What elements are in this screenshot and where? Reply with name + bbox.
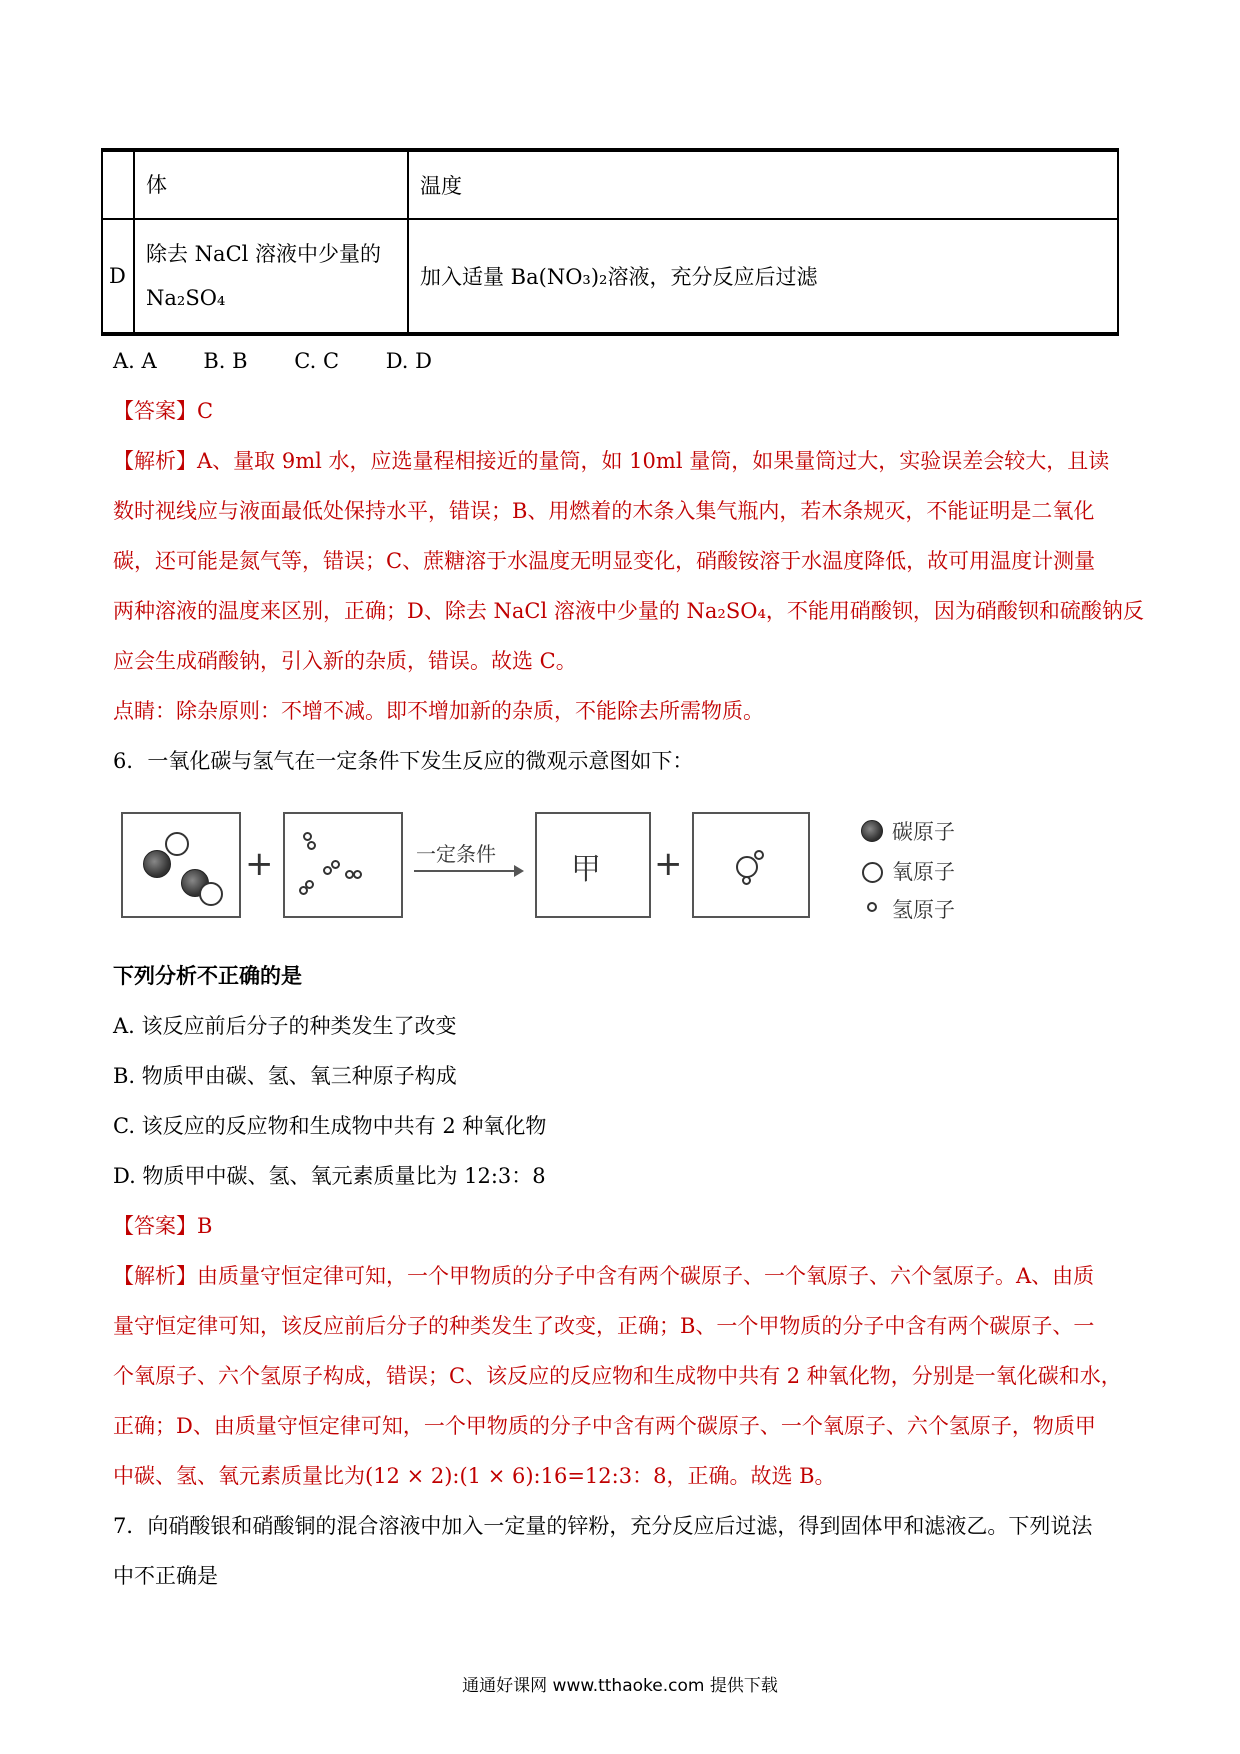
oxygen-atom <box>199 882 223 906</box>
q7-stem-line: 中不正确是 <box>113 1564 218 1588</box>
options-table <box>101 148 1119 336</box>
q5-analysis-line: 数时视线应与液面最低处保持水平，错误；B、用燃着的木条入集气瓶内，若木条规灭，不能证明是二氧化 <box>113 499 1095 523</box>
q5-analysis-line: 两种溶液的温度来区别，正确；D、除去 NaCl 溶液中少量的 Na₂SO₄，不能用硝酸钡，因为硝酸钡和硫酸钠反 <box>113 599 1144 623</box>
legend-label: 氢原子 <box>892 898 955 922</box>
q6-option: A. 该反应前后分子的种类发生了改变 <box>113 1014 457 1038</box>
hydrogen-atom <box>323 866 332 875</box>
hydrogen-atom <box>307 841 316 850</box>
q6-analysis-line: 量守恒定律可知，该反应前后分子的种类发生了改变，正确；B、一个甲物质的分子中含有两个碳原子、一 <box>113 1314 1095 1338</box>
product-label: 甲 <box>571 852 601 887</box>
row-item: 体 <box>134 150 408 219</box>
row-method: 温度 <box>408 150 1118 219</box>
q6-stem: 6．一氧化碳与氢气在一定条件下发生反应的微观示意图如下： <box>113 749 694 773</box>
q6-analysis-line: 个氧原子、六个氢原子构成，错误；C、该反应的反应物和生成物中共有 2 种氧化物，分别是一氧化碳和水， <box>113 1364 1122 1388</box>
carbon-atom <box>143 850 171 878</box>
choice: C. C <box>294 349 340 373</box>
reactant-co-box <box>121 812 241 918</box>
page-footer: 通通好课网 www.tthaoke.com 提供下载 <box>462 1676 778 1696</box>
plus-sign: + <box>654 844 683 884</box>
q5-analysis-line: 【解析】A、量取 9ml 水，应选量程相接近的量筒，如 10ml 量筒，如果量筒过大，实验误差会较大，且读 <box>113 449 1110 473</box>
q5-choices <box>113 347 472 375</box>
reaction-condition: 一定条件 <box>416 842 496 866</box>
q6-analysis-line: 【解析】由质量守恒定律可知，一个甲物质的分子中含有两个碳原子、一个氧原子、六个氢原子。A、由质 <box>113 1264 1095 1288</box>
hydrogen-atom <box>754 850 764 860</box>
table-row <box>102 150 1118 219</box>
legend-label: 碳原子 <box>892 820 955 844</box>
arrow-head-icon <box>514 865 524 877</box>
q6-option: B. 物质甲由碳、氢、氧三种原子构成 <box>113 1064 457 1088</box>
q6-question: 下列分析不正确的是 <box>113 963 302 988</box>
product-jia-box <box>535 812 651 918</box>
row-method: 加入适量 Ba(NO₃)₂溶液，充分反应后过滤 <box>408 219 1118 334</box>
q6-option: C. 该反应的反应物和生成物中共有 2 种氧化物 <box>113 1114 547 1138</box>
row-letter: D <box>102 219 134 334</box>
choice: D. D <box>385 349 432 373</box>
q6-option: D. 物质甲中碳、氢、氧元素质量比为 12:3：8 <box>113 1164 546 1188</box>
hydrogen-atom <box>331 860 340 869</box>
arrow-line <box>414 870 518 872</box>
row-item-line: Na₂SO₄ <box>146 286 226 310</box>
row-item-line: 除去 NaCl 溶液中少量的 <box>146 242 382 266</box>
q5-analysis-line: 应会生成硝酸钠，引入新的杂质，错误。故选 C。 <box>113 649 577 673</box>
q5-analysis-line: 碳，还可能是氮气等，错误；C、蔗糖溶于水温度无明显变化，硝酸铵溶于水温度降低，故可用温度计测量 <box>113 549 1096 573</box>
q6-analysis-line: 正确；D、由质量守恒定律可知，一个甲物质的分子中含有两个碳原子、一个氧原子、六个氢原子，物质甲 <box>113 1414 1096 1438</box>
hydrogen-atom <box>303 832 312 841</box>
reaction-diagram <box>118 810 978 930</box>
row-item <box>134 219 408 334</box>
q5-answer: 【答案】C <box>113 399 214 423</box>
q5-tip: 点睛：除杂原则：不增不减。即不增加新的杂质，不能除去所需物质。 <box>113 699 764 723</box>
hydrogen-atom <box>305 880 314 889</box>
choice: A. A <box>113 349 157 373</box>
carbon-legend-icon <box>861 820 883 842</box>
q7-stem-line: 7．向硝酸银和硝酸铜的混合溶液中加入一定量的锌粉，充分反应后过滤，得到固体甲和滤液乙。下列说法 <box>113 1514 1093 1538</box>
hydrogen-atom <box>353 870 362 879</box>
row-letter <box>102 150 134 219</box>
reactant-h2-box <box>283 812 403 918</box>
oxygen-legend-icon <box>862 862 883 883</box>
legend-label: 氧原子 <box>892 860 955 884</box>
hydrogen-atom <box>742 876 751 885</box>
choice: B. B <box>203 349 248 373</box>
product-water-box <box>692 812 810 918</box>
hydrogen-legend-icon <box>867 902 877 912</box>
plus-sign: + <box>245 844 274 884</box>
q6-analysis-line: 中碳、氢、氧元素质量比为(12 × 2):(1 × 6):16=12:3：8，正确。故选 B。 <box>113 1464 836 1488</box>
oxygen-atom <box>165 832 189 856</box>
q6-answer: 【答案】B <box>113 1214 213 1238</box>
table-row <box>102 219 1118 334</box>
oxygen-atom <box>736 856 758 878</box>
